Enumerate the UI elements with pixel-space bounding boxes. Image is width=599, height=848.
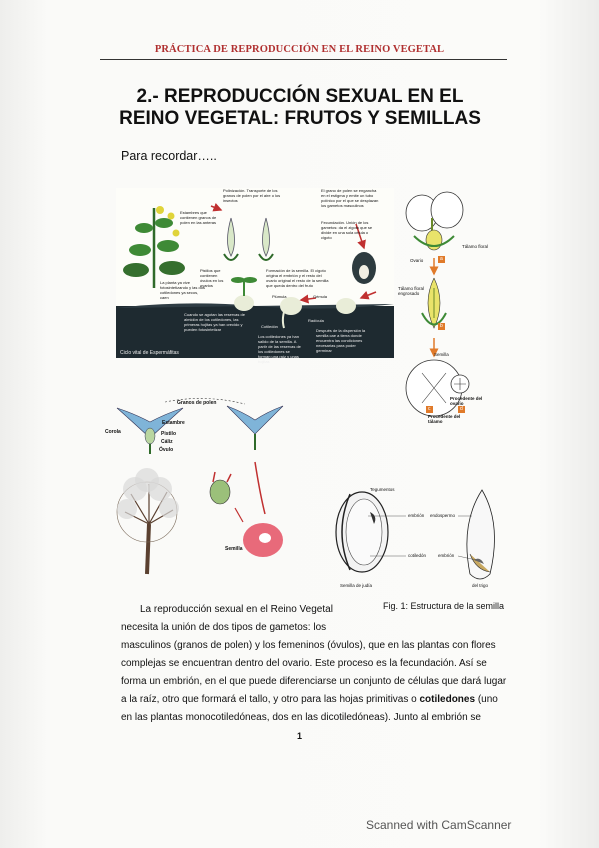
subtitle: Para recordar…..: [121, 149, 217, 163]
paragraph-line-2: necesita la unión de dos tipos de gametos: los: [121, 622, 327, 633]
pollination-illustration: [105, 394, 305, 584]
label-pistilo: Pistilo: [161, 431, 177, 437]
term-cotiledones: cotiledones: [419, 694, 476, 705]
label-corola: Corola: [105, 429, 121, 435]
paragraph-line-6: [121, 691, 498, 709]
pollination-figure: [105, 394, 305, 584]
paragraph-line-3: masculinos (granos de polen) y los femeninos (óvulos), que en las plantas con flores: [121, 640, 496, 651]
life-cycle-figure: [116, 188, 394, 364]
label-embrion-bean: embrión: [408, 513, 425, 518]
cycle-label-cotiledon: Cotiledón: [261, 324, 278, 329]
page-number: 1: [296, 731, 302, 741]
cycle-caption: Ciclo vital de Espermáfitas: [120, 350, 179, 356]
cycle-note-cotyledons-out: Los cotiledones ya han salido de la semilla. A partir de las reservas de los cotiledones se forman una raíz y unas hojitas: [258, 334, 301, 364]
title-line-1: 2.- REPRODUCCIÓN SEXUAL EN EL: [136, 86, 464, 107]
figure-caption: Fig. 1: Estructura de la semilla: [383, 601, 505, 611]
label-cotiledon: cotiledón: [408, 553, 427, 558]
cycle-note-pollination: Polinización. Transporte de los granos de polen por el aire o los insectos: [223, 188, 281, 203]
cycle-label-plumula: Plúmula: [272, 294, 287, 299]
label-del-trigo: del trigo: [472, 583, 489, 588]
flower-fruit-figure: [392, 188, 492, 434]
cycle-note-fertilization: Fecundación. Unión de los gametos: da el zigoto que se divide en una sola célula o cigoto: [321, 220, 373, 240]
seed-structure-figure: [330, 484, 500, 590]
label-ovulo: Óvulo: [159, 447, 174, 453]
page-header: PRÁCTICA DE REPRODUCCIÓN EN EL REINO VEGETAL: [154, 44, 445, 55]
cycle-note-seed-formation: Formación de la semilla. El cigoto origina el embrión y el resto del ovario original el resto de la semilla que queda dentro del fruto: [266, 268, 329, 288]
cycle-note-pollen-tube: El grano de polen se engancha en el estigma y emite un tubo polínico por el que se desplazan los gametos masculinos: [321, 188, 379, 208]
cycle-note-pistils: Pistilos que contienen óvulos en los ovarios: [200, 268, 224, 288]
label-tegumentos: Tegumentos: [370, 487, 395, 492]
marker-a: a: [440, 256, 443, 262]
label-ovario: Ovario: [410, 258, 424, 263]
cycle-note-reserves: Cuando se agotan las reservas de almidón de los cotiledones, las primeras hojitas ya han crecido y pueden fotosintetizar: [184, 312, 245, 332]
marker-d: d: [460, 406, 463, 412]
cycle-note-stamens: Estambres que contienen granos de polen en las anteras: [180, 210, 217, 225]
label-estambre: Estambre: [162, 420, 185, 426]
label-semilla-judia: Semilla de judía: [340, 583, 373, 588]
title-line-2: REINO VEGETAL: FRUTOS Y SEMILLAS: [119, 108, 481, 129]
paragraph-line-7: en las plantas monocotiledóneas, dos en las dicotiledóneas). Junto al embrión se: [121, 712, 481, 723]
label-semilla-pink: Semilla: [225, 546, 243, 552]
label-granos-polen: Granos de polen: [177, 400, 217, 406]
label-semilla: Semilla: [434, 352, 449, 357]
header-rule: [100, 59, 507, 60]
cycle-note-dispersal: Después de la dispersión la semilla cae a tierra donde encuentra las condiciones necesarias para poder germinar: [316, 328, 366, 353]
cycle-label-gemula: Gémula: [313, 294, 328, 299]
label-procedente-ovario: Procedente del ovario: [450, 396, 483, 406]
seed-structure-illustration: [330, 484, 500, 590]
page-title: [100, 86, 500, 130]
paragraph-line-5: forma un embrión, en el que puede diferenciarse un conjunto de células que dará lugar: [121, 676, 507, 687]
marker-c: c: [428, 406, 431, 412]
label-talamo-floral: Tálamo floral: [462, 244, 489, 249]
marker-b: b: [440, 323, 443, 329]
label-endospermo: endospermo: [430, 513, 456, 518]
label-talamo-engrosado: Tálamo floral engrosado: [398, 286, 425, 296]
label-embrion-wheat: embrión: [438, 553, 455, 558]
paragraph-line-4: complejas se encuentran dentro del ovario. Este proceso es la fecundación. Así se: [121, 658, 487, 669]
label-caliz: Cáliz: [161, 439, 173, 445]
paragraph-line-6-end: (uno: [475, 694, 498, 705]
cycle-note-plant: La planta ya vive fotosintetizando y las dos cotiledones ya secos, caen: [160, 280, 205, 300]
label-procedente-talamo: Procedente del tálamo: [428, 414, 461, 424]
scanner-watermark: Scanned with CamScanner: [366, 818, 512, 832]
paragraph-line-1: La reproducción sexual en el Reino Vegetal: [140, 604, 333, 615]
paragraph-line-6-text: a la raíz, otro que formará el tallo, y otro para las hojas primitivas o: [121, 694, 420, 705]
cycle-label-radicula: Radícula: [308, 318, 324, 323]
